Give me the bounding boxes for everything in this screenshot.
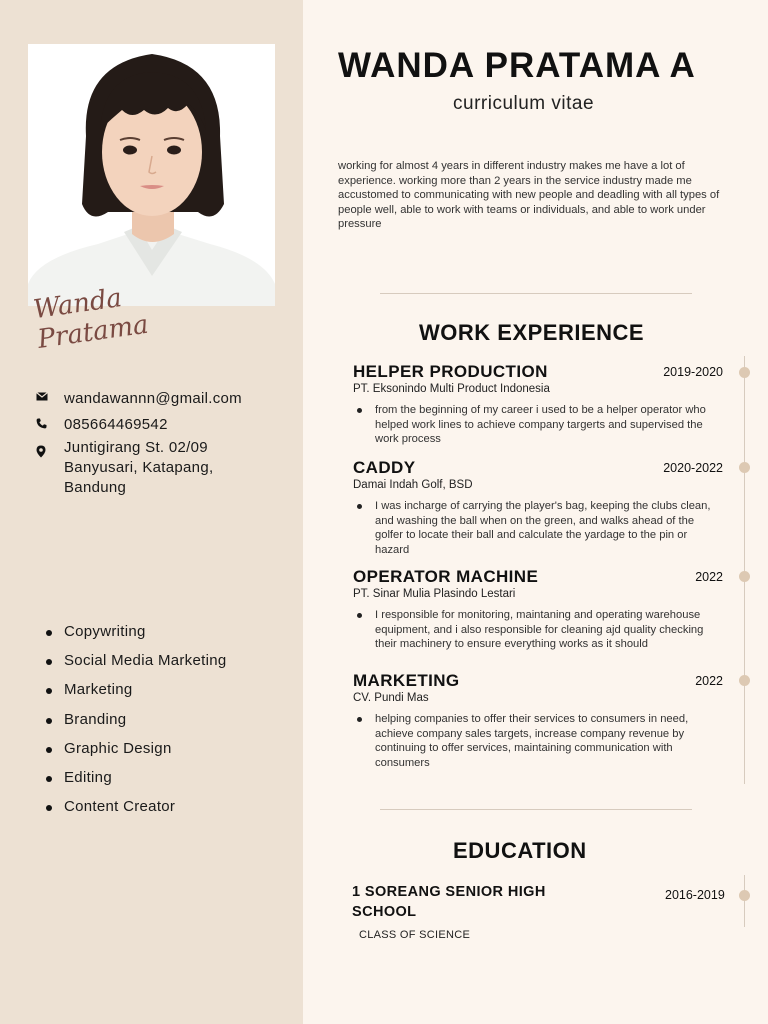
bullet-icon [357,504,362,509]
contact-phone-row [36,415,168,435]
bullet-icon [46,718,52,724]
job-title: OPERATOR MACHINE [353,567,539,586]
contact-email-row [36,389,242,409]
education-school: 1 SOREANG SENIOR HIGH SCHOOL [352,884,546,920]
job-description-text: I responsible for monitoring, maintaning and operating warehouse equipment, and i also responsible for cleaning ajd quality checking their machinery to ensure everything works as it should [375,609,704,651]
bullet-icon [46,688,52,694]
divider [380,293,692,294]
job-company: PT. Eksonindo Multi Product Indonesia [353,383,550,395]
skill-item [46,768,227,797]
skill-label: Content Creator [64,798,176,816]
bullet-icon [46,776,52,782]
job-year: 2022 [695,674,723,688]
profile-summary: working for almost 4 years in different industry makes me have a lot of experience. working more than 2 years in the service industry made me accustomed to communicating with new people and deadling with all types of people well, able to work with teams or individuals, and able to work under pressure [338,160,720,231]
work-experience-heading: WORK EXPERIENCE [419,320,645,345]
job-company: CV. Pundi Mas [353,692,429,704]
skill-label: Copywriting [64,623,146,640]
job-title: HELPER PRODUCTION [353,362,548,381]
bullet-icon [46,630,52,636]
address-line-1: Juntigirang St. 02/09 [64,439,208,456]
skill-label: Editing [64,768,112,786]
work-timeline [744,356,745,784]
skill-label: Marketing [64,681,133,699]
job-year: 2022 [695,570,723,584]
job-entry [353,458,725,557]
job-entry [353,671,725,770]
job-description-text: I was incharge of carrying the player's bag, keeping the clubs clean, and washing the ball when on the green, and walks ahead of the golfer to locate their ball and calculate the yardage to the pin or hazard [375,500,711,556]
divider [380,809,692,810]
job-description [353,712,725,770]
phone-icon [36,415,64,429]
skill-item [46,797,227,826]
skill-item [46,739,227,768]
bullet-icon [46,659,52,665]
bullet-icon [357,408,362,413]
job-title: CADDY [353,458,416,477]
envelope-icon [36,389,64,401]
timeline-dot [739,571,750,582]
education-year: 2016-2019 [665,888,725,902]
cv-subtitle: curriculum vitae [453,93,595,114]
timeline-dot [739,890,750,901]
profile-photo [28,44,275,306]
job-year: 2020-2022 [663,461,723,475]
job-description [353,608,725,652]
address-line-2: Banyusari, Katapang, [64,459,214,476]
skill-label: Branding [64,710,127,728]
job-description-text: from the beginning of my career i used to be a helper operator who helped work lines to achieve company targerts and supervised the work process [375,404,706,446]
skill-list [46,622,227,826]
job-company: PT. Sinar Mulia Plasindo Lestari [353,588,516,600]
education-heading: EDUCATION [453,838,587,863]
job-title: MARKETING [353,671,460,690]
contact-address-row [36,438,213,498]
contact-email[interactable]: wandawannn@gmail.com [64,390,242,407]
job-description [353,499,725,557]
education-major: CLASS OF SCIENCE [359,929,471,941]
skill-item [46,622,227,651]
address-line-3: Bandung [64,479,127,496]
job-description-text: helping companies to offer their services to consumers in need, achieve company sales targets, increase company revenue by continuing to offer services, maintaining communication with consumers [375,713,689,769]
skill-label: Social Media Marketing [64,652,227,670]
timeline-dot [739,367,750,378]
job-year: 2019-2020 [663,365,723,379]
skill-item [46,710,227,739]
contact-phone[interactable]: 085664469542 [64,416,168,433]
job-company: Damai Indah Golf, BSD [353,479,473,491]
full-name: WANDA PRATAMA A [338,46,696,85]
timeline-dot [739,462,750,473]
education-timeline [744,875,745,927]
bullet-icon [46,747,52,753]
job-description [353,403,725,447]
signature: Wanda Pratama [31,283,151,355]
job-entry [353,567,725,652]
map-pin-icon [36,438,64,458]
contact-address [64,438,213,498]
skill-item [46,680,227,709]
bullet-icon [357,717,362,722]
job-entry [353,362,725,447]
skill-item [46,651,227,680]
skill-label: Graphic Design [64,739,172,757]
bullet-icon [46,805,52,811]
bullet-icon [357,613,362,618]
timeline-dot [739,675,750,686]
